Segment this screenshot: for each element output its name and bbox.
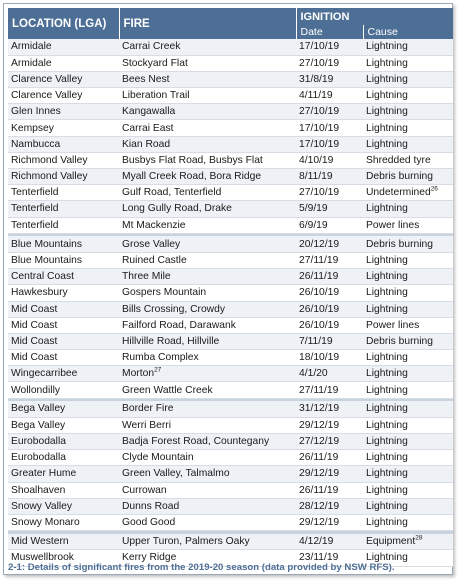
cell-cause: [363, 252, 453, 268]
cell-date: [296, 434, 363, 450]
cell-date: [296, 252, 363, 268]
cell-fire-text: Clyde Mountain: [122, 452, 194, 464]
cell-location: [8, 317, 119, 333]
table-header: [8, 8, 453, 39]
cell-location-text: Shoalhaven: [11, 484, 66, 496]
cell-fire: [119, 269, 296, 285]
cell-cause: [363, 366, 453, 382]
cell-date-text: 4/11/19: [299, 90, 333, 102]
table-row: [8, 534, 453, 550]
cell-date-text: 17/10/19: [299, 41, 340, 53]
cell-location: [8, 39, 119, 55]
cell-date-text: 28/12/19: [299, 500, 340, 512]
cell-date-text: 26/11/19: [299, 452, 339, 464]
cell-fire: [119, 285, 296, 301]
table-row: [8, 466, 453, 482]
cell-cause: [363, 401, 453, 417]
cell-fire-text: Long Gully Road, Drake: [122, 203, 232, 215]
cell-date-text: 26/11/19: [299, 271, 339, 283]
cell-location: [8, 185, 119, 201]
cell-fire-text: Border Fire: [122, 403, 174, 415]
cell-date: [296, 366, 363, 382]
cell-location: [8, 417, 119, 433]
cell-fire-text: Green Valley, Talmalmo: [122, 468, 230, 480]
cell-location-text: Clarence Valley: [11, 90, 83, 102]
table-row: [8, 498, 453, 514]
cell-cause: [363, 434, 453, 450]
cell-fire-text: Kangawalla: [122, 106, 176, 118]
cell-date-text: 27/11/19: [299, 384, 339, 396]
cell-location-text: Bega Valley: [11, 419, 66, 431]
cell-fire-text: Upper Turon, Palmers Oaky: [122, 535, 250, 547]
cell-location-text: Mid Western: [11, 535, 69, 547]
cell-location-text: Mid Coast: [11, 303, 58, 315]
cell-date: [296, 236, 363, 252]
cell-date-text: 5/9/19: [299, 203, 328, 215]
cell-date: [296, 152, 363, 168]
cell-date-text: 27/12/19: [299, 436, 340, 448]
cell-date-text: 29/12/19: [299, 468, 340, 480]
cell-date: [296, 39, 363, 55]
cell-location-text: Blue Mountains: [11, 255, 82, 267]
cell-fire: [119, 333, 296, 349]
cell-cause-text: Lightning: [366, 468, 408, 480]
cell-date: [296, 71, 363, 87]
cell-fire: [119, 466, 296, 482]
cell-fire: [119, 417, 296, 433]
cell-date: [296, 482, 363, 498]
table-row: [8, 217, 453, 233]
cell-fire-text: Carrai Creek: [122, 41, 181, 53]
cell-cause: [363, 417, 453, 433]
cell-fire: [119, 450, 296, 466]
cell-cause-text: Undetermined: [366, 187, 431, 199]
cell-date-text: 27/10/19: [299, 187, 340, 199]
cell-cause: [363, 269, 453, 285]
cell-fire-text: Gospers Mountain: [122, 287, 207, 299]
cell-fire-text: Kian Road: [122, 138, 171, 150]
cell-location-text: Clarence Valley: [11, 73, 83, 85]
cell-fire-text: Rumba Complex: [122, 352, 199, 364]
cell-fire-text: Grose Valley: [122, 238, 181, 250]
cell-date: [296, 120, 363, 136]
footnote-marker: 27: [154, 366, 162, 374]
cell-location: [8, 152, 119, 168]
cell-location: [8, 236, 119, 252]
cell-date: [296, 201, 363, 217]
cell-fire: [119, 366, 296, 382]
cell-cause-text: Lightning: [366, 57, 408, 69]
cell-fire-text: Green Wattle Creek: [122, 384, 213, 396]
cell-fire: [119, 301, 296, 317]
cell-location-text: Richmond Valley: [11, 171, 88, 183]
cell-cause-text: Lightning: [366, 384, 408, 396]
cell-location: [8, 71, 119, 87]
cell-cause: [363, 152, 453, 168]
cell-cause-text: Lightning: [366, 90, 408, 102]
cell-cause-text: Equipment: [366, 535, 416, 547]
cell-fire-text: Bills Crossing, Crowdy: [122, 303, 225, 315]
cell-fire-text: Busbys Flat Road, Busbys Flat: [122, 154, 263, 166]
footnote-marker: 28: [415, 534, 423, 542]
cell-date-text: 29/12/19: [299, 517, 340, 529]
cell-fire: [119, 136, 296, 152]
cell-cause: [363, 382, 453, 398]
cell-cause: [363, 317, 453, 333]
cell-date-text: 20/12/19: [299, 238, 340, 250]
cell-fire-text: Gulf Road, Tenterfield: [122, 187, 222, 199]
cell-cause-text: Debris burning: [366, 335, 433, 347]
cell-date: [296, 534, 363, 550]
cell-cause: [363, 350, 453, 366]
table-row: [8, 285, 453, 301]
cell-fire-text: Dunns Road: [122, 500, 180, 512]
cell-location-text: Mid Coast: [11, 335, 58, 347]
table-row: [8, 382, 453, 398]
cell-fire-text: Currowan: [122, 484, 167, 496]
cell-fire-text: Three Mile: [122, 271, 171, 283]
table-row: [8, 185, 453, 201]
cell-fire: [119, 434, 296, 450]
cell-date-text: 4/10/19: [299, 154, 334, 166]
cell-date-text: 27/10/19: [299, 106, 340, 118]
cell-cause-text: Lightning: [366, 303, 408, 315]
table-body: [8, 39, 453, 566]
table-row: [8, 417, 453, 433]
table-frame: [3, 3, 453, 575]
cell-fire: [119, 498, 296, 514]
cell-fire: [119, 185, 296, 201]
table-row: [8, 269, 453, 285]
table-row: [8, 104, 453, 120]
cell-fire-text: Stockyard Flat: [122, 57, 188, 69]
cell-fire: [119, 317, 296, 333]
cell-location: [8, 136, 119, 152]
cell-date: [296, 450, 363, 466]
cell-cause: [363, 169, 453, 185]
cell-cause-text: Lightning: [366, 484, 408, 496]
cell-date-text: 7/11/19: [299, 335, 333, 347]
cell-location-text: Glen Innes: [11, 106, 61, 118]
cell-date-text: 26/10/19: [299, 319, 340, 331]
cell-fire: [119, 55, 296, 71]
cell-fire: [119, 382, 296, 398]
cell-date-text: 17/10/19: [299, 122, 340, 134]
cell-location-text: Tenterfield: [11, 203, 59, 215]
cell-cause: [363, 301, 453, 317]
cell-fire-text: Morton: [122, 368, 155, 380]
cell-fire: [119, 217, 296, 233]
header-fire: FIRE: [119, 8, 296, 39]
cell-fire: [119, 120, 296, 136]
cell-location: [8, 201, 119, 217]
header-ignition: IGNITION: [296, 8, 453, 25]
cell-cause: [363, 136, 453, 152]
cell-date: [296, 269, 363, 285]
cell-date-text: 27/10/19: [299, 57, 340, 69]
cell-date: [296, 169, 363, 185]
cell-location: [8, 482, 119, 498]
cell-cause: [363, 482, 453, 498]
cell-location: [8, 514, 119, 530]
cell-location: [8, 217, 119, 233]
cell-fire-text: Good Good: [122, 517, 176, 529]
cell-fire: [119, 514, 296, 530]
table-caption: 2-1: Details of significant fires from the 2019-20 season (data provided by NSW RFS).: [8, 562, 395, 573]
table-row: [8, 152, 453, 168]
cell-location-text: Nambucca: [11, 138, 61, 150]
cell-date: [296, 333, 363, 349]
cell-date-text: 27/11/19: [299, 255, 339, 267]
cell-location: [8, 169, 119, 185]
table-row: [8, 236, 453, 252]
cell-cause-text: Lightning: [366, 419, 408, 431]
table-row: [8, 401, 453, 417]
cell-date-text: 17/10/19: [299, 138, 340, 150]
cell-cause-text: Lightning: [366, 271, 408, 283]
cell-date: [296, 317, 363, 333]
cell-fire: [119, 201, 296, 217]
cell-fire: [119, 71, 296, 87]
table-row: [8, 301, 453, 317]
cell-fire: [119, 169, 296, 185]
table-row: [8, 366, 453, 382]
cell-date-text: 26/11/19: [299, 484, 339, 496]
cell-location: [8, 104, 119, 120]
cell-location-text: Kempsey: [11, 122, 54, 134]
cell-location-text: Muswellbrook: [11, 552, 74, 564]
cell-location: [8, 534, 119, 550]
cell-fire-text: Badja Forest Road, Countegany: [122, 436, 270, 448]
cell-date: [296, 498, 363, 514]
cell-date-text: 4/12/19: [299, 535, 334, 547]
cell-location-text: Central Coast: [11, 271, 74, 283]
table-row: [8, 39, 453, 55]
cell-date-text: 26/10/19: [299, 303, 340, 315]
header-date: Date: [296, 25, 363, 39]
footnote-marker: 26: [430, 185, 438, 193]
cell-cause-text: Lightning: [366, 517, 408, 529]
cell-date-text: 31/12/19: [299, 403, 340, 415]
table-row: [8, 482, 453, 498]
cell-cause-text: Lightning: [366, 287, 408, 299]
cell-fire: [119, 88, 296, 104]
cell-cause: [363, 185, 453, 201]
cell-location-text: Tenterfield: [11, 219, 59, 231]
cell-date: [296, 88, 363, 104]
table-row: [8, 333, 453, 349]
cell-fire-text: Ruined Castle: [122, 255, 187, 267]
cell-cause-text: Debris burning: [366, 238, 433, 250]
cell-cause: [363, 120, 453, 136]
cell-location: [8, 120, 119, 136]
cell-location-text: Richmond Valley: [11, 154, 88, 166]
cell-cause-text: Lightning: [366, 368, 408, 380]
cell-location-text: Snowy Monaro: [11, 517, 80, 529]
cell-cause: [363, 534, 453, 550]
header-cause: Cause: [363, 25, 453, 39]
cell-fire: [119, 350, 296, 366]
cell-location: [8, 366, 119, 382]
cell-date: [296, 514, 363, 530]
cell-location: [8, 382, 119, 398]
cell-location: [8, 350, 119, 366]
cell-location: [8, 88, 119, 104]
cell-fire: [119, 152, 296, 168]
cell-fire: [119, 534, 296, 550]
cell-date-text: 26/10/19: [299, 287, 340, 299]
table-row: [8, 71, 453, 87]
cell-location: [8, 301, 119, 317]
cell-location-text: Wingecarribee: [11, 368, 78, 380]
cell-cause-text: Lightning: [366, 403, 408, 415]
cell-fire-text: Carrai East: [122, 122, 174, 134]
table-row: [8, 252, 453, 268]
cell-date-text: 8/11/19: [299, 171, 333, 183]
cell-location-text: Mid Coast: [11, 352, 58, 364]
cell-location-text: Armidale: [11, 41, 52, 53]
cell-fire: [119, 39, 296, 55]
cell-cause: [363, 236, 453, 252]
cell-fire-text: Kerry Ridge: [122, 552, 177, 564]
cell-date: [296, 466, 363, 482]
cell-date: [296, 417, 363, 433]
cell-cause-text: Lightning: [366, 436, 408, 448]
cell-cause-text: Power lines: [366, 219, 420, 231]
cell-cause-text: Lightning: [366, 500, 408, 512]
cell-fire: [119, 401, 296, 417]
cell-location: [8, 55, 119, 71]
cell-date: [296, 136, 363, 152]
table-row: [8, 55, 453, 71]
cell-location: [8, 333, 119, 349]
cell-location-text: Armidale: [11, 57, 52, 69]
cell-cause-text: Power lines: [366, 319, 420, 331]
cell-date: [296, 382, 363, 398]
cell-cause-text: Lightning: [366, 452, 408, 464]
cell-cause: [363, 514, 453, 530]
cell-cause: [363, 217, 453, 233]
cell-location-text: Snowy Valley: [11, 500, 73, 512]
cell-location-text: Tenterfield: [11, 187, 59, 199]
cell-fire: [119, 482, 296, 498]
table-row: [8, 434, 453, 450]
cell-fire: [119, 104, 296, 120]
cell-date-text: 4/1/20: [299, 368, 328, 380]
table-row: [8, 317, 453, 333]
header-location: LOCATION (LGA): [8, 8, 119, 39]
cell-location: [8, 285, 119, 301]
table-row: [8, 201, 453, 217]
table-row: [8, 350, 453, 366]
cell-cause-text: Lightning: [366, 106, 408, 118]
cell-fire-text: Mt Mackenzie: [122, 219, 186, 231]
cell-fire-text: Liberation Trail: [122, 90, 190, 102]
cell-date-text: 31/8/19: [299, 73, 334, 85]
cell-location-text: Greater Hume: [11, 468, 77, 480]
table-row: [8, 450, 453, 466]
fires-table: [8, 8, 453, 567]
cell-date: [296, 401, 363, 417]
cell-cause-text: Lightning: [366, 41, 408, 53]
cell-cause-text: Lightning: [366, 73, 408, 85]
cell-date: [296, 104, 363, 120]
cell-cause-text: Lightning: [366, 203, 408, 215]
cell-cause: [363, 450, 453, 466]
cell-date: [296, 301, 363, 317]
cell-location: [8, 269, 119, 285]
cell-cause-text: Lightning: [366, 352, 408, 364]
table-row: [8, 514, 453, 530]
cell-cause: [363, 39, 453, 55]
cell-location-text: Eurobodalla: [11, 436, 66, 448]
cell-cause: [363, 201, 453, 217]
cell-cause-text: Shredded tyre: [366, 154, 431, 166]
cell-fire: [119, 236, 296, 252]
cell-fire-text: Myall Creek Road, Bora Ridge: [122, 171, 262, 183]
cell-fire: [119, 252, 296, 268]
cell-location-text: Blue Mountains: [11, 238, 82, 250]
cell-location-text: Eurobodalla: [11, 452, 66, 464]
cell-location: [8, 401, 119, 417]
cell-location: [8, 466, 119, 482]
cell-date: [296, 55, 363, 71]
cell-cause: [363, 285, 453, 301]
cell-location: [8, 450, 119, 466]
cell-cause: [363, 55, 453, 71]
cell-cause: [363, 71, 453, 87]
cell-location: [8, 252, 119, 268]
table-row: [8, 88, 453, 104]
cell-date: [296, 217, 363, 233]
cell-location-text: Mid Coast: [11, 319, 58, 331]
cell-date: [296, 285, 363, 301]
cell-cause-text: Lightning: [366, 122, 408, 134]
cell-cause-text: Debris burning: [366, 171, 433, 183]
cell-location: [8, 498, 119, 514]
cell-date-text: 29/12/19: [299, 419, 340, 431]
cell-cause-text: Lightning: [366, 255, 408, 267]
cell-cause: [363, 333, 453, 349]
cell-fire-text: Werri Berri: [122, 419, 172, 431]
cell-date-text: 18/10/19: [299, 352, 340, 364]
cell-location-text: Wollondilly: [11, 384, 61, 396]
table-row: [8, 136, 453, 152]
cell-cause: [363, 498, 453, 514]
cell-date: [296, 185, 363, 201]
cell-fire-text: Failford Road, Darawank: [122, 319, 236, 331]
cell-location-text: Bega Valley: [11, 403, 66, 415]
cell-cause-text: Lightning: [366, 138, 408, 150]
cell-fire-text: Bees Nest: [122, 73, 170, 85]
cell-cause-text: Lightning: [366, 552, 408, 564]
cell-cause: [363, 88, 453, 104]
table-row: [8, 169, 453, 185]
cell-date: [296, 350, 363, 366]
cell-fire-text: Hillville Road, Hillville: [122, 335, 220, 347]
table-row: [8, 120, 453, 136]
cell-location: [8, 434, 119, 450]
cell-date-text: 23/11/19: [299, 552, 339, 564]
cell-cause: [363, 104, 453, 120]
cell-date-text: 6/9/19: [299, 219, 328, 231]
cell-location-text: Hawkesbury: [11, 287, 68, 299]
cell-cause: [363, 466, 453, 482]
